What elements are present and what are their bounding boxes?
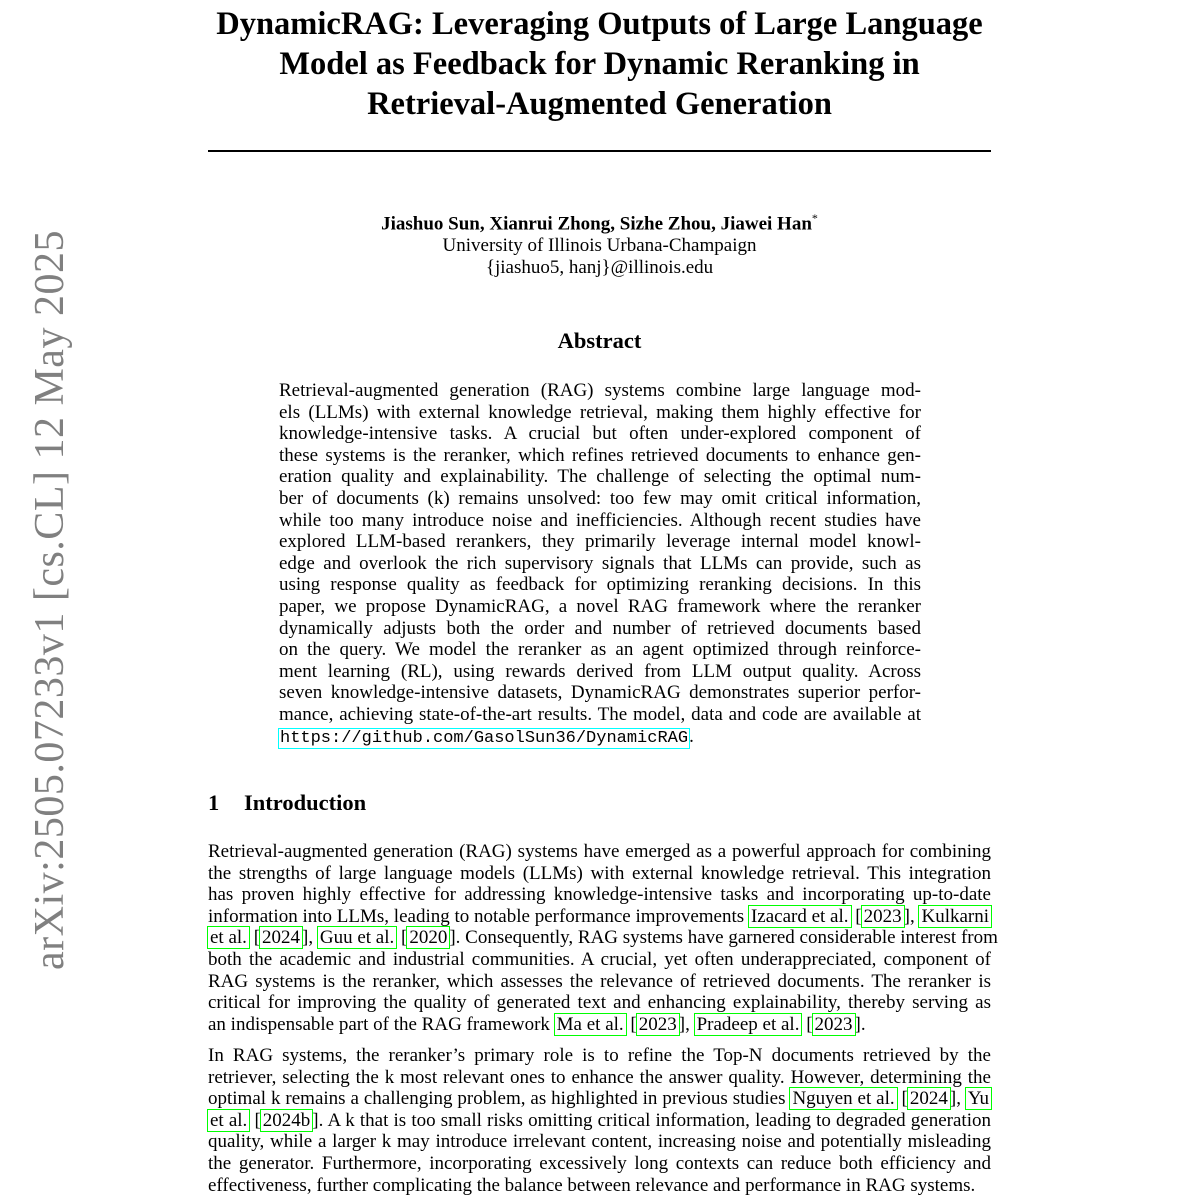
citation-yu-name[interactable]: Yu <box>967 1088 990 1110</box>
abstract-line: Retrieval-augmented generation (RAG) systems combine large language mod- <box>279 380 921 401</box>
paragraph-line: quality, while a larger k may introduce irrelevant content, increasing noise and potentially misleading <box>208 1131 991 1153</box>
github-link[interactable]: https://github.com/GasolSun36/DynamicRAG <box>280 728 689 748</box>
affiliation: University of Illinois Urbana-Champaign <box>442 235 757 257</box>
title-line-1: DynamicRAG: Leveraging Outputs of Large Language <box>216 6 983 42</box>
abstract-line: knowledge-intensive tasks. A crucial but often under-explored component of <box>279 423 921 445</box>
paragraph-text: . A k that is too small risks omitting critical information, leading to degraded generation <box>318 1109 991 1131</box>
paragraph-line: RAG systems is the reranker, which assesses the relevance of retrieved documents. The reranker is <box>208 970 991 992</box>
abstract-line: els (LLMs) with external knowledge retrieval, making them highly effective for <box>279 401 921 423</box>
paragraph-line: both the academic and industrial communities. A crucial, yet often underappreciated, component of <box>208 948 991 970</box>
paragraph-line: the strengths of large language models (LLMs) with external knowledge retrieval. This integration <box>208 862 991 884</box>
citation-yu-year[interactable]: 2024b <box>262 1109 311 1131</box>
citation-pradeep-name[interactable]: Pradeep et al. <box>696 1013 800 1035</box>
paragraph-text: . Consequently, RAG systems have garnered considerable interest from <box>455 927 998 949</box>
paragraph-line: et al. [ 2024 ], Guu et al. [ 2020 ]. Consequently, RAG systems have garnered considerable interest from <box>210 927 998 949</box>
author-email: {jiashuo5, hanj}@illinois.edu <box>485 257 714 279</box>
abstract-line: paper, we propose DynamicRAG, a novel RAG framework where the reranker <box>279 595 921 617</box>
paper-title <box>208 4 991 124</box>
citation-kulkarni-name[interactable]: Kulkarni <box>921 905 990 927</box>
abstract-line: seven knowledge-intensive datasets, DynamicRAG demonstrates superior perfor- <box>279 682 921 704</box>
paragraph-line: effectiveness, further complicating the balance between relevance and performance in RAG systems. <box>208 1174 976 1196</box>
abstract-line: edge and overlook the rich supervisory signals that LLMs can provide, such as <box>279 552 921 574</box>
paragraph-line: critical for improving the quality of generated text and enhancing explainability, thereby serving as <box>208 992 991 1014</box>
abstract-line: explored LLM-based rerankers, they primarily leverage internal model knowl- <box>279 531 921 553</box>
paragraph-line: optimal k remains a challenging problem, as highlighted in previous studies Nguyen et al. [ 2024 ], Yu <box>208 1088 990 1110</box>
citation-guu-name[interactable]: Guu et al. <box>319 927 395 949</box>
abstract-line: eration quality and explainability. The challenge of selecting the optimal num- <box>279 466 921 488</box>
section-title: Introduction <box>244 790 367 815</box>
intro-paragraph-2 <box>208 1045 991 1196</box>
citation-yu-name-cont[interactable]: et al. <box>210 1109 248 1131</box>
abstract-line: while too many introduce noise and inefficiencies. Although recent studies have <box>279 509 921 531</box>
citation-nguyen-year[interactable]: 2024 <box>909 1088 948 1110</box>
citation-guu-year[interactable]: 2020 <box>409 927 448 949</box>
footnote-mark: * <box>811 211 818 225</box>
citation-izacard-year[interactable]: 2023 <box>863 905 902 927</box>
abstract-body <box>279 380 921 749</box>
intro-paragraph-1 <box>208 841 998 1035</box>
title-line-3: Retrieval-Augmented Generation <box>367 86 832 122</box>
arxiv-sidebar-stamp <box>20 230 80 970</box>
title-line-2: Model as Feedback for Dynamic Reranking in <box>279 46 920 82</box>
paragraph-line: Retrieval-augmented generation (RAG) systems have emerged as a powerful approach for combining <box>208 841 991 862</box>
paragraph-line: the generator. Furthermore, incorporating excessively long contexts can reduce both efficiency and <box>208 1152 991 1174</box>
citation-nguyen-name[interactable]: Nguyen et al. <box>792 1088 895 1110</box>
paragraph-text: optimal k remains a challenging problem, as highlighted in previous studies <box>208 1088 786 1110</box>
paragraph-line: et al. [ 2024b ]. A k that is too small risks omitting critical information, leading to degraded generation <box>210 1109 991 1131</box>
citation-pradeep-year[interactable]: 2023 <box>814 1013 853 1035</box>
arxiv-identifier: arXiv:2505.07233v1 [cs.CL] 12 May 2025 <box>27 230 73 970</box>
abstract-line: using response quality as feedback for optimizing reranking decisions. In this <box>279 574 921 596</box>
citation-kulkarni-year[interactable]: 2024 <box>262 927 301 949</box>
author-names: Jiashuo Sun, Xianrui Zhong, Sizhe Zhou, Jiawei Han <box>381 213 812 235</box>
section-heading-introduction <box>208 790 991 816</box>
abstract-url-line: https://github.com/GasolSun36/DynamicRAG. <box>280 725 694 748</box>
paragraph-text: information into LLMs, leading to notable performance improvements <box>208 905 745 927</box>
citation-ma-name[interactable]: Ma et al. <box>556 1013 624 1035</box>
paragraph-text: an indispensable part of the RAG framework <box>208 1013 550 1035</box>
paragraph-line: an indispensable part of the RAG framework Ma et al. [ 2023 ], Pradeep et al. [ 2023 ]. <box>208 1013 866 1035</box>
citation-ma-year[interactable]: 2023 <box>638 1013 677 1035</box>
author-names-line <box>208 207 991 235</box>
citation-izacard-name[interactable]: Izacard et al. <box>750 905 849 927</box>
citation-kulkarni-name-cont[interactable]: et al. <box>210 927 247 949</box>
title-rule <box>208 150 991 152</box>
abstract-line: these systems is the reranker, which refines retrieved documents to enhance gen- <box>279 444 921 466</box>
abstract-line: dynamically adjusts both the order and number of retrieved documents based <box>279 617 921 639</box>
section-number: 1 <box>208 790 220 815</box>
paper-title-block <box>208 4 991 124</box>
abstract-heading: Abstract <box>557 328 642 353</box>
abstract-line: on the query. We model the reranker as an agent optimized through reinforce- <box>279 639 921 661</box>
paragraph-line: retriever, selecting the k most relevant ones to enhance the answer quality. However, determining the <box>208 1066 991 1088</box>
author-block <box>208 207 991 279</box>
paragraph-line: information into LLMs, leading to notable performance improvements Izacard et al. [ 2023 ], Kulkarni <box>208 905 990 927</box>
abstract-line: mance, achieving state-of-the-art results. The model, data and code are available at <box>279 703 921 725</box>
abstract-line: ment learning (RL), using rewards derived from LLM output quality. Across <box>279 660 921 682</box>
abstract-line: ber of documents (k) remains unsolved: too few may omit critical information, <box>279 487 921 509</box>
paragraph-line: In RAG systems, the reranker’s primary role is to refine the Top-N documents retrieved by the <box>208 1045 991 1066</box>
paragraph-line: has proven highly effective for addressing knowledge-intensive tasks and incorporating up-to-date <box>208 884 991 906</box>
